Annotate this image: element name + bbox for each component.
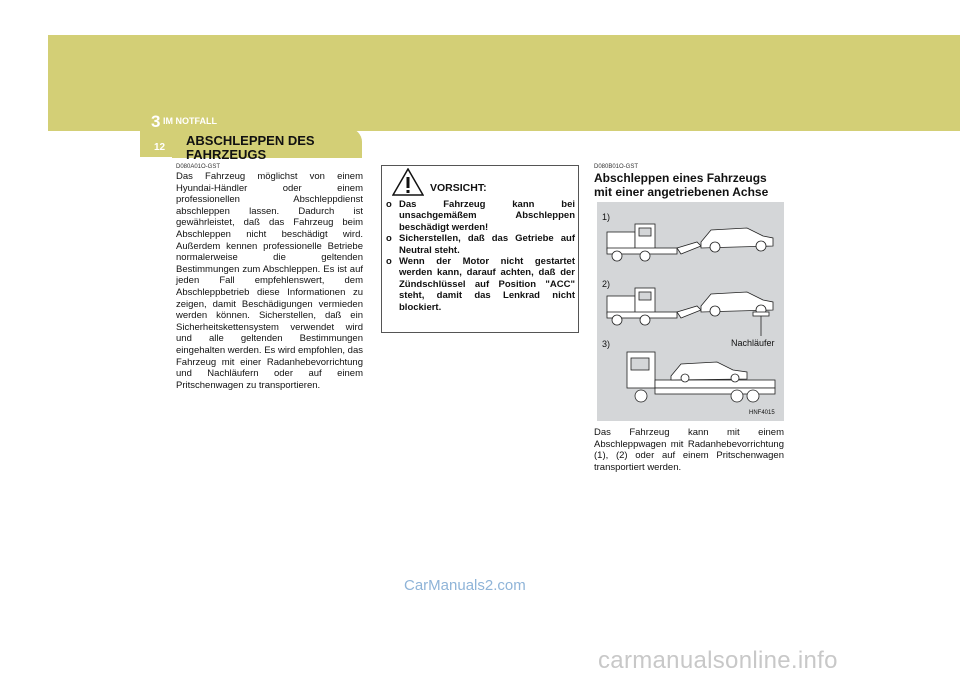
bullet-marker: o (386, 199, 392, 210)
caution-item (386, 199, 575, 233)
chapter-number: 3 (151, 112, 161, 131)
caution-list (386, 199, 575, 313)
caution-heading: VORSICHT: (430, 182, 487, 194)
towed-car-1 (701, 228, 773, 252)
caution-item-text: Sicherstellen, daß das Getriebe auf Neutral steht. (399, 233, 575, 256)
figure-label-3: 3) (602, 339, 611, 349)
section-code: D080B01O-GST (594, 164, 639, 170)
caution-item-text: Wenn der Motor nicht gestartet werden kann, darauf achten, daß der Zündschlüssel auf Position "ACC" steht, damit das Lenkrad nicht blockiert. (399, 256, 575, 313)
left-body-text: Das Fahrzeug möglichst von einem Hyundai-Händler oder einem professionellen Abschleppdienst abschleppen lassen. Dadurch ist gewährleistet, daß das Fahrzeug beim Abschleppen nicht beschädigt wird. Außerdem kennen professionelle Betriebe normalerweise die geltenden Bestimmungen zum Abschleppen. Es ist auf jeden Fall empfehlenswert, dem Abschleppbetrieb diese Informationen zu zeigen, damit Beschädigungen vermieden werden können. Sicherstellen, daß ein Sicherheitskettensystem verwendet wird und alle geltenden Bestimmungen eingehalten werden. Es wird empfohlen, das Fahrzeug mit einer Radanhebevorrichtung und Nachläufern oder auf einem Pritschenwagen zu transportieren. (176, 171, 363, 391)
watermark-link[interactable]: CarManuals2.com (404, 577, 526, 594)
towing-figure (597, 202, 784, 421)
bullet-marker: o (386, 256, 392, 268)
right-body-text: Das Fahrzeug kann mit einem Abschleppwagen mit Radanhebevorrichtung (1), (2) oder auf einem Pritschenwagen transportiert werden. (594, 427, 784, 473)
dolly-callout: Nachläufer (731, 338, 775, 348)
towed-car-2 (701, 292, 773, 316)
figure-label-1: 1) (602, 212, 611, 222)
bullet-marker: o (386, 233, 392, 245)
section-title: ABSCHLEPPEN DES FAHRZEUGS (186, 133, 315, 162)
section-code: D080A01O-GST (176, 164, 221, 170)
chapter-title: IM NOTFALL (163, 116, 217, 126)
caution-item (386, 233, 575, 256)
tow-truck-1 (607, 224, 701, 261)
figure-code: HNF4015 (749, 410, 775, 416)
warning-triangle-icon (392, 168, 424, 196)
caution-item-text: Das Fahrzeug kann bei unsachgemäßem Abschleppen beschädigt werden! (399, 199, 575, 233)
tow-truck-2 (607, 288, 701, 325)
footer-url[interactable]: carmanualsonline.info (598, 647, 838, 674)
page-number: 12 (154, 142, 166, 153)
subsection-heading: Abschleppen eines Fahrzeugs mit einer angetriebenen Achse (594, 171, 769, 199)
towing-illustration (597, 202, 784, 421)
figure-label-2: 2) (602, 279, 611, 289)
carried-car-3 (671, 362, 747, 382)
caution-item (386, 256, 575, 313)
